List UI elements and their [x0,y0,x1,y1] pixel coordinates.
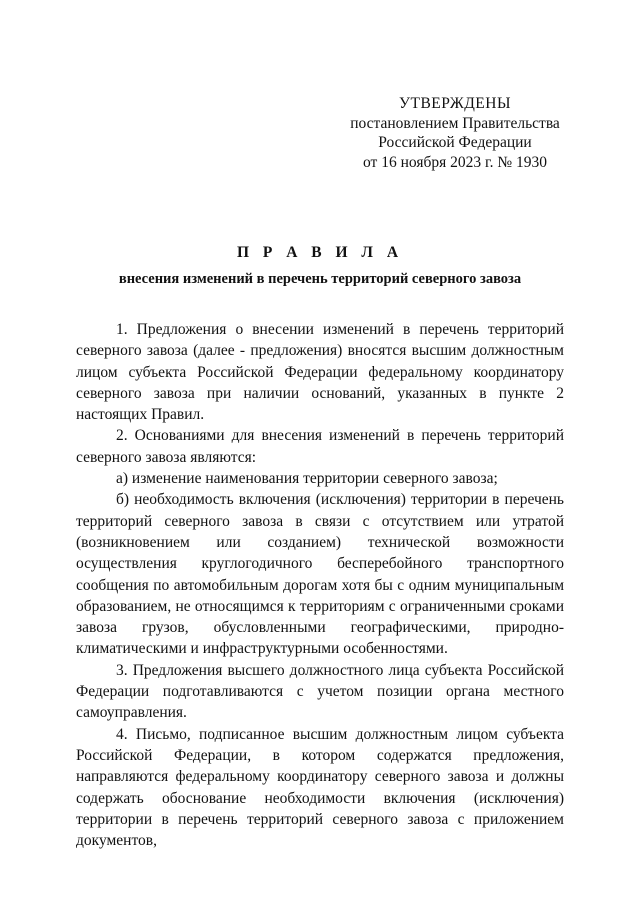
document-subtitle: внесения изменений в перечень территорий северного завоза [118,271,522,287]
paragraph-4: 4. Письмо, подписанное высшим должностным лицом субъекта Российской Федерации, в котором содержатся предложения, направляются федеральному координатору северного завоза и должны содержать обоснование необходимости включения (исключения) территории в перечень территорий северного завоза с приложением документов, [76,725,564,850]
approval-line-2: Российской Федерации [378,134,532,151]
paragraph-2b: б) необходимость включения (исключения) территории в перечень территорий северного завоза в связи с отсутствием или утратой (возникновением или созданием) технической возможности осуществления круглогодичного бесперебойного транспортного сообщения по автомобильным дорогам хотя бы с одним муниципальным образованием, не относящимся к территориям с ограниченными сроками завоза грузов, обусловленными географическими, природно-климатическими и инфраструктурными особенностями. [76,491,564,658]
approval-line-1: постановлением Правительства [350,114,560,132]
paragraph-1: 1. Предложения о внесении изменений в перечень территорий северного завоза (далее - предложения) вносятся высшим должностным лицом субъекта Российской Федерации федеральному координатору северного завоза при наличии оснований, указанных в пункте 2 настоящих Правил. [76,321,564,424]
document-title: П Р А В И Л А [236,244,404,261]
paragraph-2: 2. Основаниями для внесения изменений в перечень территорий северного завоза являются: [76,427,564,466]
approval-block [340,94,570,172]
document-body [76,319,564,851]
approval-line-3: от 16 ноября 2023 г. № 1930 [363,153,547,171]
paragraph-3: 3. Предложения высшего должностного лица субъекта Российской Федерации подготавливаются с учетом позиции органа местного самоуправления. [76,661,564,722]
approval-heading: УТВЕРЖДЕНЫ [399,95,511,112]
paragraph-2a: а) изменение наименования территории северного завоза; [116,470,498,488]
